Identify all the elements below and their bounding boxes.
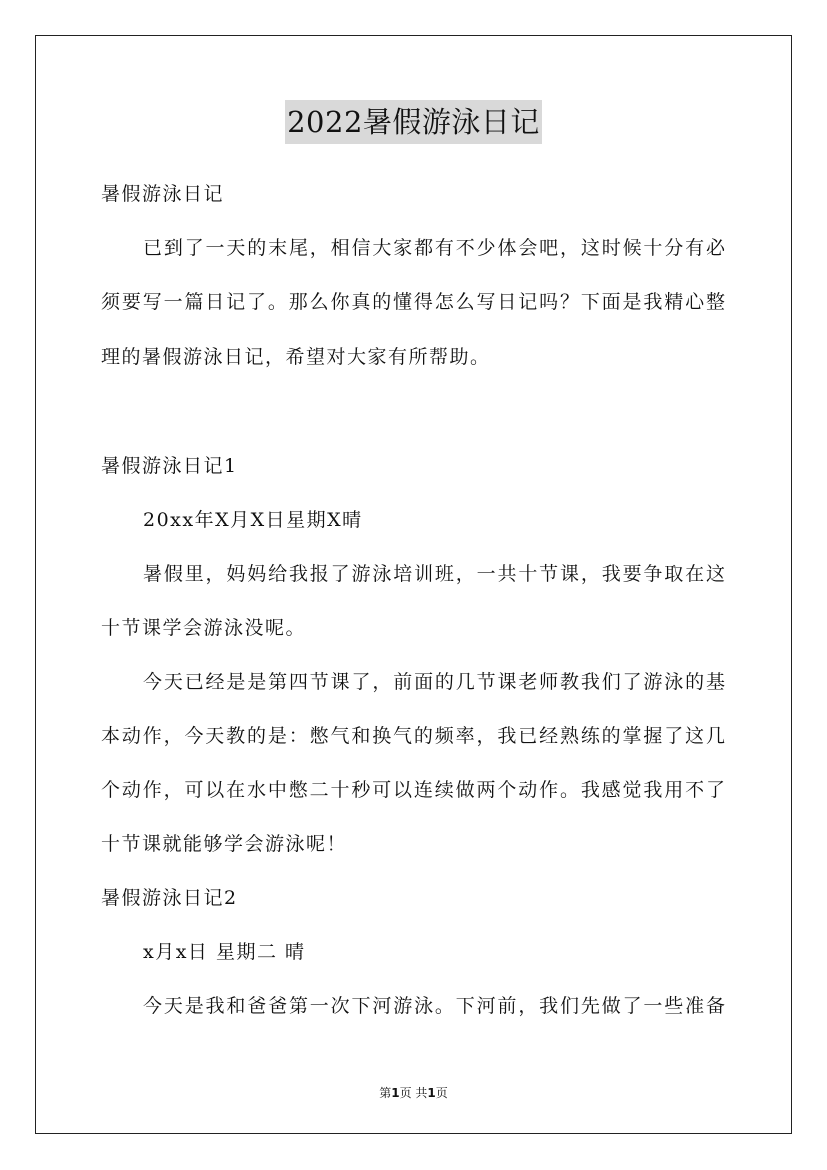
footer-prefix: 第 — [379, 1086, 392, 1100]
paragraph-line: 今天是我和爸爸第一次下河游泳。下河前，我们先做了一些准备 — [143, 995, 725, 1017]
paragraph-line: 十节课学会游泳没呢。 — [101, 617, 307, 639]
section-heading: 暑假游泳日记1 — [101, 455, 238, 477]
section-heading: 暑假游泳日记 — [101, 183, 225, 205]
document-title: 2022暑假游泳日记 — [285, 100, 542, 144]
footer-page-num: 1 — [391, 1086, 400, 1100]
paragraph-line: 个动作，可以在水中憋二十秒可以连续做两个动作。我感觉我用不了 — [101, 779, 725, 801]
footer-suffix: 页 — [435, 1086, 448, 1100]
paragraph-line: 暑假里，妈妈给我报了游泳培训班，一共十节课，我要争取在这 — [143, 563, 725, 585]
date-line: 20xx年X月X日星期X晴 — [143, 509, 363, 531]
footer-page-total: 1 — [427, 1086, 436, 1100]
page-footer — [0, 1085, 827, 1101]
paragraph-line: 须要写一篇日记了。那么你真的懂得怎么写日记吗？下面是我精心整 — [101, 291, 725, 313]
footer-mid: 页 共 — [399, 1086, 428, 1100]
title-wrap — [0, 100, 827, 144]
paragraph-line: 今天已经是是第四节课了，前面的几节课老师教我们了游泳的基 — [143, 671, 725, 693]
paragraph-line: 理的暑假游泳日记，希望对大家有所帮助。 — [101, 346, 491, 368]
paragraph-line: 本动作，今天教的是：憋气和换气的频率，我已经熟练的掌握了这几 — [101, 725, 725, 747]
paragraph-line: 已到了一天的末尾，相信大家都有不少体会吧，这时候十分有必 — [143, 237, 725, 259]
section-heading: 暑假游泳日记2 — [101, 887, 238, 909]
paragraph-line: 十节课就能够学会游泳呢！ — [101, 833, 348, 855]
date-line: x月x日 星期二 晴 — [143, 941, 306, 963]
